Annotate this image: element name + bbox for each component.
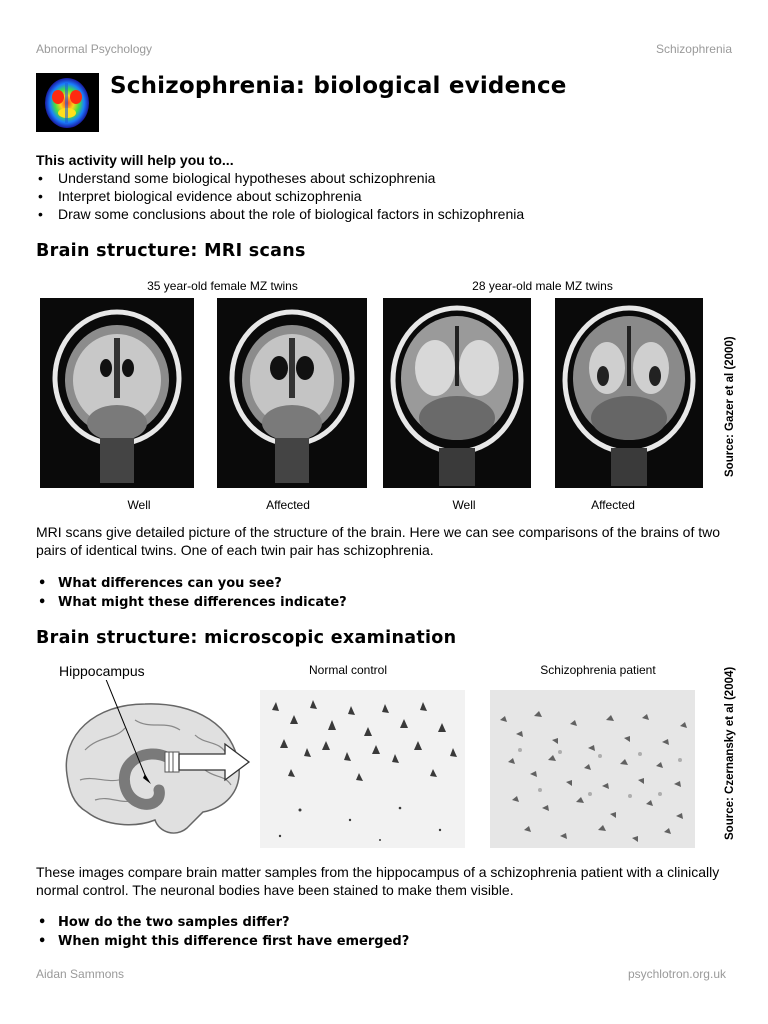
schizophrenia-sample-image bbox=[490, 690, 695, 848]
list-item: • Understand some biological hypotheses about schizophrenia bbox=[36, 169, 524, 187]
list-item: • How do the two samples differ? bbox=[36, 913, 409, 932]
mri-label-well-1: Well bbox=[127, 498, 151, 512]
hippocampus-label: Hippocampus bbox=[59, 663, 145, 679]
mri-scan-female-affected bbox=[217, 298, 367, 488]
footer-right: psychlotron.org.uk bbox=[627, 967, 726, 981]
page-title: Schizophrenia: biological evidence bbox=[110, 73, 567, 99]
mri-label-well-2: Well bbox=[452, 498, 476, 512]
mri-scan-male-well bbox=[383, 298, 531, 488]
mri-questions bbox=[36, 574, 347, 612]
list-item: • What differences can you see? bbox=[36, 574, 347, 593]
objectives-list bbox=[36, 169, 524, 223]
mri-description: MRI scans give detailed picture of the structure of the brain. Here we can see comparisons of the brains of two pairs of identical twins. One of each twin pair has schizophrenia. bbox=[36, 524, 721, 558]
mri-group-label-female: 35 year-old female MZ twins bbox=[147, 279, 298, 293]
list-item: • What might these differences indicate? bbox=[36, 593, 347, 612]
header-left: Abnormal Psychology bbox=[36, 42, 153, 56]
micro-questions bbox=[36, 913, 409, 951]
mri-source-label: Source: Gazer et al (2000) bbox=[724, 336, 736, 477]
list-item: • Interpret biological evidence about schizophrenia bbox=[36, 187, 524, 205]
normal-control-label: Normal control bbox=[308, 663, 388, 677]
mri-scan-male-affected bbox=[555, 298, 703, 488]
micro-description: These images compare brain matter samples from the hippocampus of a schizophrenia patient with a clinically normal control. The neuronal bodies have been stained to make them visible. bbox=[36, 864, 720, 898]
mri-label-affected-1: Affected bbox=[266, 498, 310, 512]
intro-heading: This activity will help you to... bbox=[36, 152, 234, 168]
mri-label-affected-2: Affected bbox=[591, 498, 635, 512]
mri-scan-female-well bbox=[40, 298, 194, 488]
mri-group-label-male: 28 year-old male MZ twins bbox=[472, 279, 613, 293]
list-item: • Draw some conclusions about the role of biological factors in schizophrenia bbox=[36, 205, 524, 223]
normal-control-sample-image bbox=[260, 690, 465, 848]
footer-left: Aidan Sammons bbox=[36, 967, 125, 981]
mri-section-heading: Brain structure: MRI scans bbox=[36, 241, 306, 261]
list-item: • When might this difference first have emerged? bbox=[36, 932, 409, 951]
micro-source-label: Source: Czernansky et al (2004) bbox=[724, 666, 736, 840]
brain-diagram bbox=[55, 680, 255, 850]
header-right: Schizophrenia bbox=[655, 42, 732, 56]
pet-scan-image bbox=[36, 73, 99, 132]
micro-section-heading: Brain structure: microscopic examination bbox=[36, 628, 457, 648]
schizophrenia-patient-label: Schizophrenia patient bbox=[540, 663, 656, 677]
